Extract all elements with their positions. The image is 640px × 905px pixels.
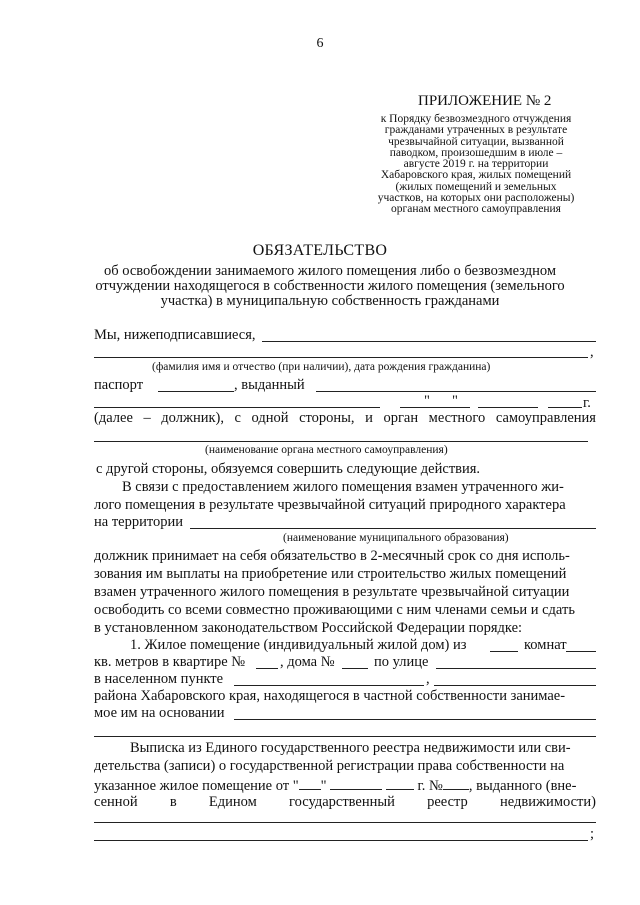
quote-close: " bbox=[452, 393, 458, 409]
para2-line: зования им выплаты на приобретение или строительство жилых помещений bbox=[94, 566, 567, 582]
document-subtitle-line: участка) в муниципальную собственность гражданами bbox=[160, 293, 500, 309]
issue-month-field[interactable] bbox=[478, 407, 538, 408]
extract-word: сенной bbox=[94, 794, 138, 810]
territory-label: на территории bbox=[94, 514, 184, 530]
passport-issuer-field-2[interactable] bbox=[94, 407, 380, 408]
extract-word: Едином bbox=[208, 794, 257, 810]
extract-word: в bbox=[169, 794, 177, 810]
hint-organ: (наименование органа местного самоуправления) bbox=[205, 444, 448, 456]
locality-label: в населенном пункте bbox=[94, 671, 224, 687]
debtor-word: стороны, bbox=[299, 410, 355, 426]
extract-date-prefix: указанное жилое помещение от " bbox=[94, 778, 299, 794]
debtor-word: орган bbox=[383, 410, 419, 426]
appendix-subtitle-line: участков, на которых они расположены) bbox=[377, 192, 575, 205]
house-number-field[interactable] bbox=[342, 668, 368, 669]
appendix-title: ПРИЛОЖЕНИЕ № 2 bbox=[418, 93, 552, 109]
appendix-subtitle-line: августе 2019 г. на территории bbox=[403, 158, 549, 171]
para2-line: освободить со всеми совместно проживающими с ним членами семьи и сдать bbox=[94, 602, 575, 618]
comma-mark: , bbox=[426, 671, 430, 687]
extract-word: недвижимости) bbox=[500, 794, 596, 810]
extract-number-label: г. № bbox=[417, 778, 443, 794]
document-subtitle-line: об освобождении занимаемого жилого помещения либо о безвозмездном bbox=[103, 263, 556, 279]
signatories-field[interactable] bbox=[262, 341, 596, 342]
extract-month-field[interactable] bbox=[330, 776, 382, 790]
quote-open: " bbox=[424, 393, 430, 409]
sqm-label: кв. метров в квартире № bbox=[94, 654, 246, 670]
basis-field[interactable] bbox=[234, 719, 596, 720]
house-label: , дома № bbox=[280, 654, 335, 670]
extract-line: детельства (записи) о государственной регистрации права собственности на bbox=[94, 758, 565, 774]
appendix-subtitle-line: Хабаровского края, жилых помещений bbox=[380, 169, 572, 182]
extract-issuer-field-2[interactable] bbox=[94, 840, 588, 841]
basis-field-2[interactable] bbox=[94, 736, 596, 737]
locality-field[interactable] bbox=[234, 685, 424, 686]
para2-line: в установленном законодательством Российской Федерации порядке: bbox=[94, 620, 523, 636]
debtor-word: местного bbox=[428, 410, 486, 426]
rooms-extra-field[interactable] bbox=[566, 651, 596, 652]
appendix-subtitle-line: паводком, произошедшим в июле – bbox=[389, 146, 563, 159]
extract-issued-label: , выданного (вне- bbox=[468, 778, 577, 794]
para1-line: В связи с предоставлением жилого помещения взамен утраченного жи- bbox=[122, 479, 564, 495]
page-number: 6 bbox=[316, 36, 324, 51]
semicolon-mark: ; bbox=[590, 826, 595, 842]
extract-word: реестр bbox=[427, 794, 468, 810]
rooms-field[interactable] bbox=[490, 651, 518, 652]
apartment-number-field[interactable] bbox=[256, 668, 278, 669]
hint-fio: (фамилия имя и отчество (при наличии), дата рождения гражданина) bbox=[152, 361, 491, 373]
passport-number-field[interactable] bbox=[158, 391, 234, 392]
debtor-word: (далее bbox=[94, 410, 133, 426]
issue-day-field[interactable] bbox=[400, 407, 470, 408]
rooms-label: комнат bbox=[524, 637, 567, 653]
organ-name-field[interactable] bbox=[94, 441, 588, 442]
extract-day-field[interactable] bbox=[299, 776, 321, 790]
extract-issuer-field[interactable] bbox=[94, 822, 596, 823]
quote-close: " bbox=[320, 778, 327, 794]
appendix-subtitle-line: чрезвычайной ситуации, вызванной bbox=[388, 135, 564, 148]
debtor-word: с bbox=[234, 410, 241, 426]
street-field[interactable] bbox=[436, 668, 596, 669]
district-text: района Хабаровского края, находящегося в частной собственности занимае- bbox=[94, 688, 566, 704]
extract-year-field[interactable] bbox=[386, 776, 414, 790]
passport-label: паспорт bbox=[94, 377, 144, 393]
locality-field-2[interactable] bbox=[434, 685, 596, 686]
appendix-subtitle bbox=[356, 114, 596, 216]
debtor-word: и bbox=[365, 410, 373, 426]
basis-label: мое им на основании bbox=[94, 705, 225, 721]
comma-mark: , bbox=[590, 344, 594, 360]
extract-line-4 bbox=[94, 794, 596, 811]
extract-line: Выписка из Единого государственного реестра недвижимости или сви- bbox=[130, 740, 571, 756]
extract-number-field[interactable] bbox=[443, 776, 469, 790]
signatories-label: Мы, нижеподписавшиеся, bbox=[94, 327, 256, 343]
debtor-word: должник), bbox=[161, 410, 224, 426]
debtor-word: – bbox=[143, 410, 151, 426]
hint-municipal: (наименование муниципального образования) bbox=[283, 532, 509, 544]
signatories-field-2[interactable] bbox=[94, 357, 588, 358]
street-label: по улице bbox=[374, 654, 429, 670]
issued-label: , выданный bbox=[234, 377, 305, 393]
debtor-word: самоуправления bbox=[495, 410, 596, 426]
document-subtitle bbox=[80, 264, 580, 309]
appendix-subtitle-line: органам местного самоуправления bbox=[391, 203, 561, 216]
debtor-line bbox=[94, 410, 596, 427]
year-suffix: г. bbox=[583, 395, 591, 411]
extract-word: государственный bbox=[289, 794, 395, 810]
issue-year-field[interactable] bbox=[548, 407, 582, 408]
para1-line: лого помещения в результате чрезвычайной ситуаций природного характера bbox=[94, 497, 566, 513]
document-title: ОБЯЗАТЕЛЬСТВО bbox=[252, 242, 388, 259]
appendix-subtitle-line: гражданами утраченных в результате bbox=[384, 124, 568, 137]
appendix-subtitle-line: к Порядку безвозмездного отчуждения bbox=[380, 113, 572, 125]
passport-issuer-field[interactable] bbox=[316, 391, 596, 392]
extract-line-3 bbox=[94, 776, 576, 795]
debtor-word: одной bbox=[251, 410, 289, 426]
other-side-text: с другой стороны, обязуемся совершить следующие действия. bbox=[96, 461, 481, 477]
appendix-subtitle-line: (жилых помещений и земельных bbox=[395, 180, 557, 193]
para2-line: должник принимает на себя обязательство в 2-месячный срок со дня исполь- bbox=[94, 548, 570, 564]
document-subtitle-line: отчуждении находящегося в собственности жилого помещения (земельного bbox=[95, 278, 565, 294]
municipal-field[interactable] bbox=[190, 528, 596, 529]
item1-text: 1. Жилое помещение (индивидуальный жилой дом) из bbox=[130, 637, 467, 653]
para2-line: взамен утраченного жилого помещения в результате чрезвычайной ситуации bbox=[94, 584, 570, 600]
